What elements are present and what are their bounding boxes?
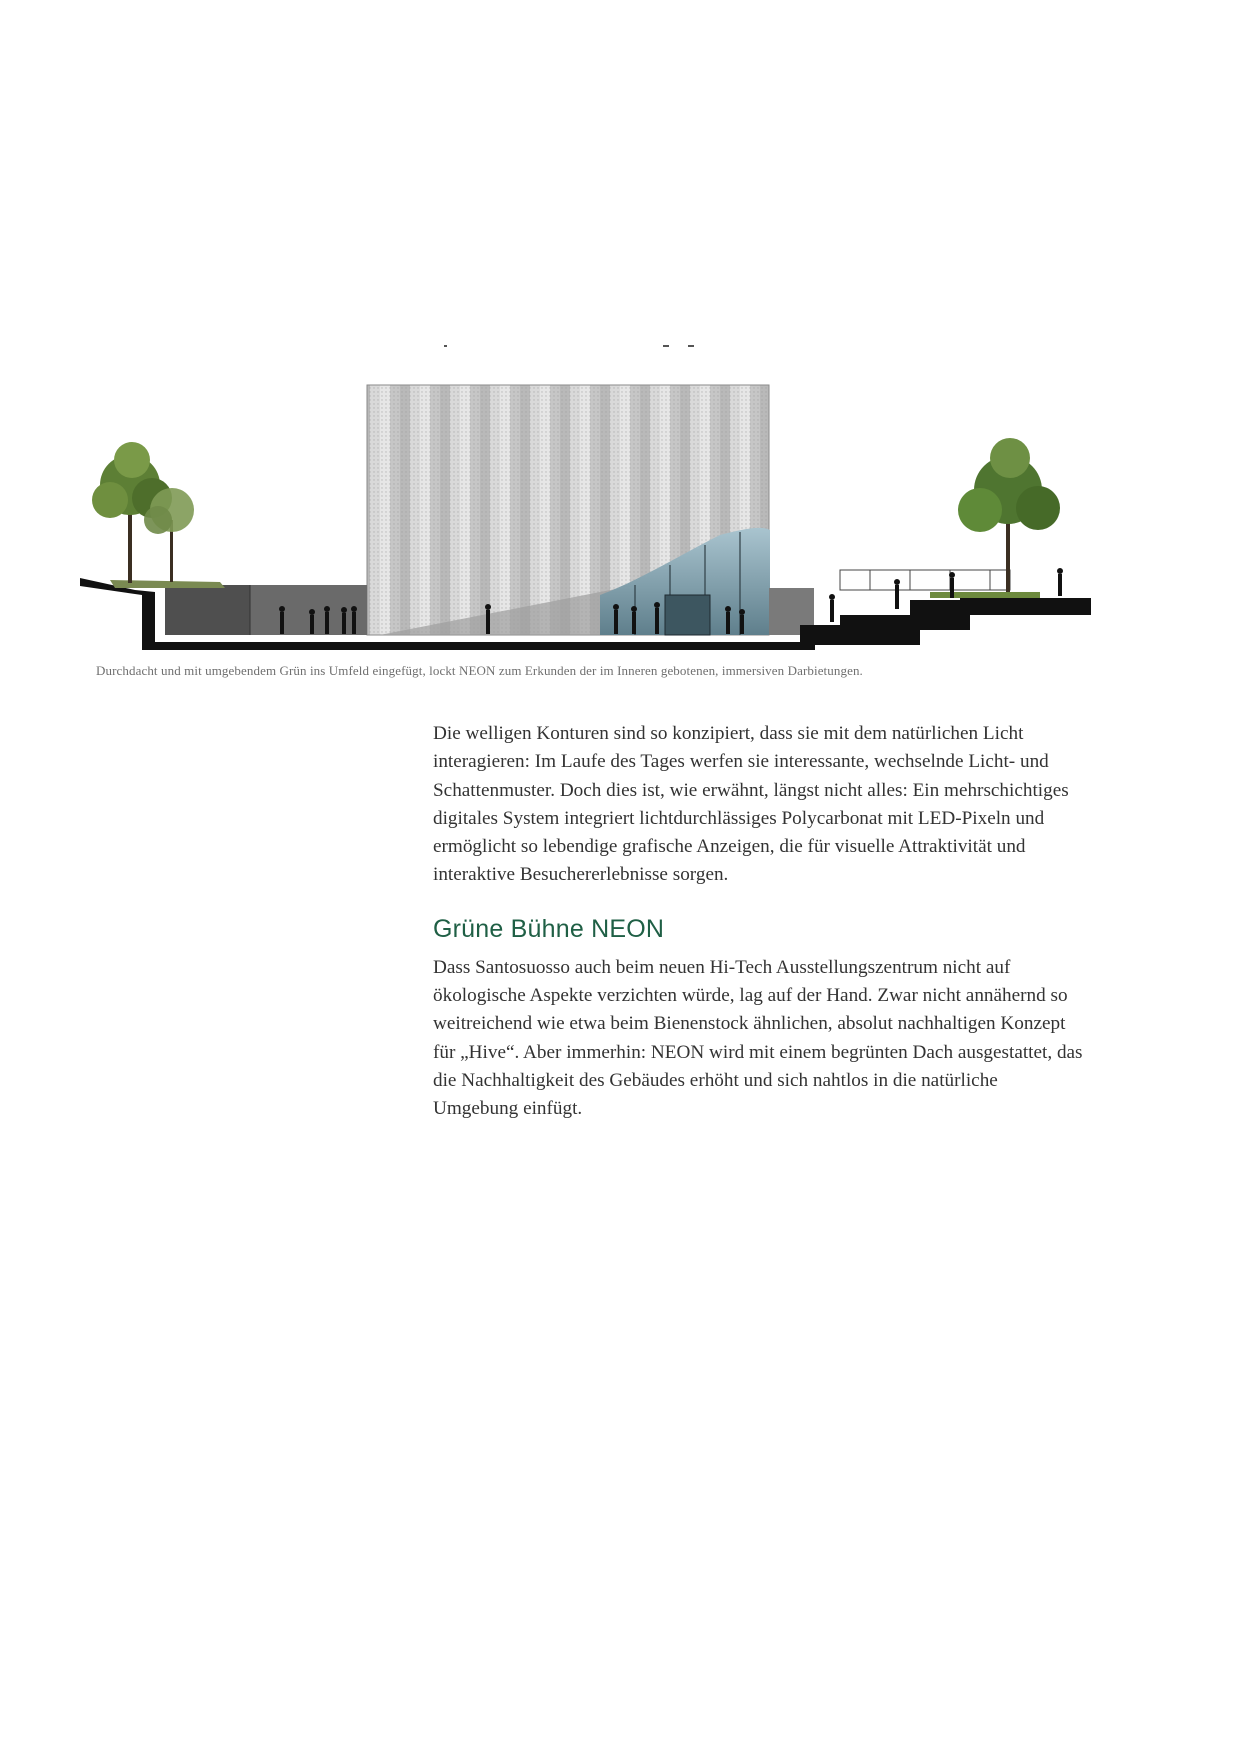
paragraph-contours: Die welligen Konturen sind so konzipiert, dass sie mit dem natürlichen Licht interagieren: Im Laufe des Tages werfen sie interessante, wechselnde Licht- und Schattenmuster. Doch dies ist, wie erwähnt, längst nicht alles: Ein mehrschichtiges digitales System integriert lichtdurchlässiges Polycarbonat mit LED-Pixeln und ermöglicht so lebendige grafische Anzeigen, die für visuelle Attraktivität und interaktive Besuchererlebnisse sorgen. xyxy=(433,723,1069,886)
tree-right xyxy=(958,438,1060,598)
planting-bed xyxy=(930,592,1040,598)
drawing-mark xyxy=(444,345,447,347)
building-section-illustration xyxy=(80,330,1091,650)
figure-caption: Durchdacht und mit umgebendem Grün ins Umfeld eingefügt, lockt NEON zum Erkunden der im Inneren gebotenen, immersiven Darbietungen. xyxy=(96,663,863,678)
article-column xyxy=(433,720,1083,1124)
green-roof xyxy=(110,580,225,588)
section-heading: Grüne Bühne NEON xyxy=(433,914,665,943)
drawing-mark xyxy=(688,345,694,347)
tree-left-small xyxy=(144,488,194,582)
paragraph-green-stage: Dass Santosuosso auch beim neuen Hi-Tech Ausstellungszentrum nicht auf ökologische Aspekte verzichten würde, lag auf der Hand. Zwar nicht annähernd so weitreichend wie etwa beim Bienenstock ähnlichen, absolut nachhaltigen Konzept für „Hive“. Aber immerhin: NEON wird mit einem begrünten Dach ausgestattet, das die Nachhaltigkeit des Gebäudes erhöht und sich nahtlos in die natürliche Umgebung einfügt. xyxy=(433,956,1083,1120)
drawing-mark xyxy=(663,345,669,347)
terrace-railing xyxy=(840,570,1010,590)
section-drawing-figure xyxy=(80,330,1091,650)
